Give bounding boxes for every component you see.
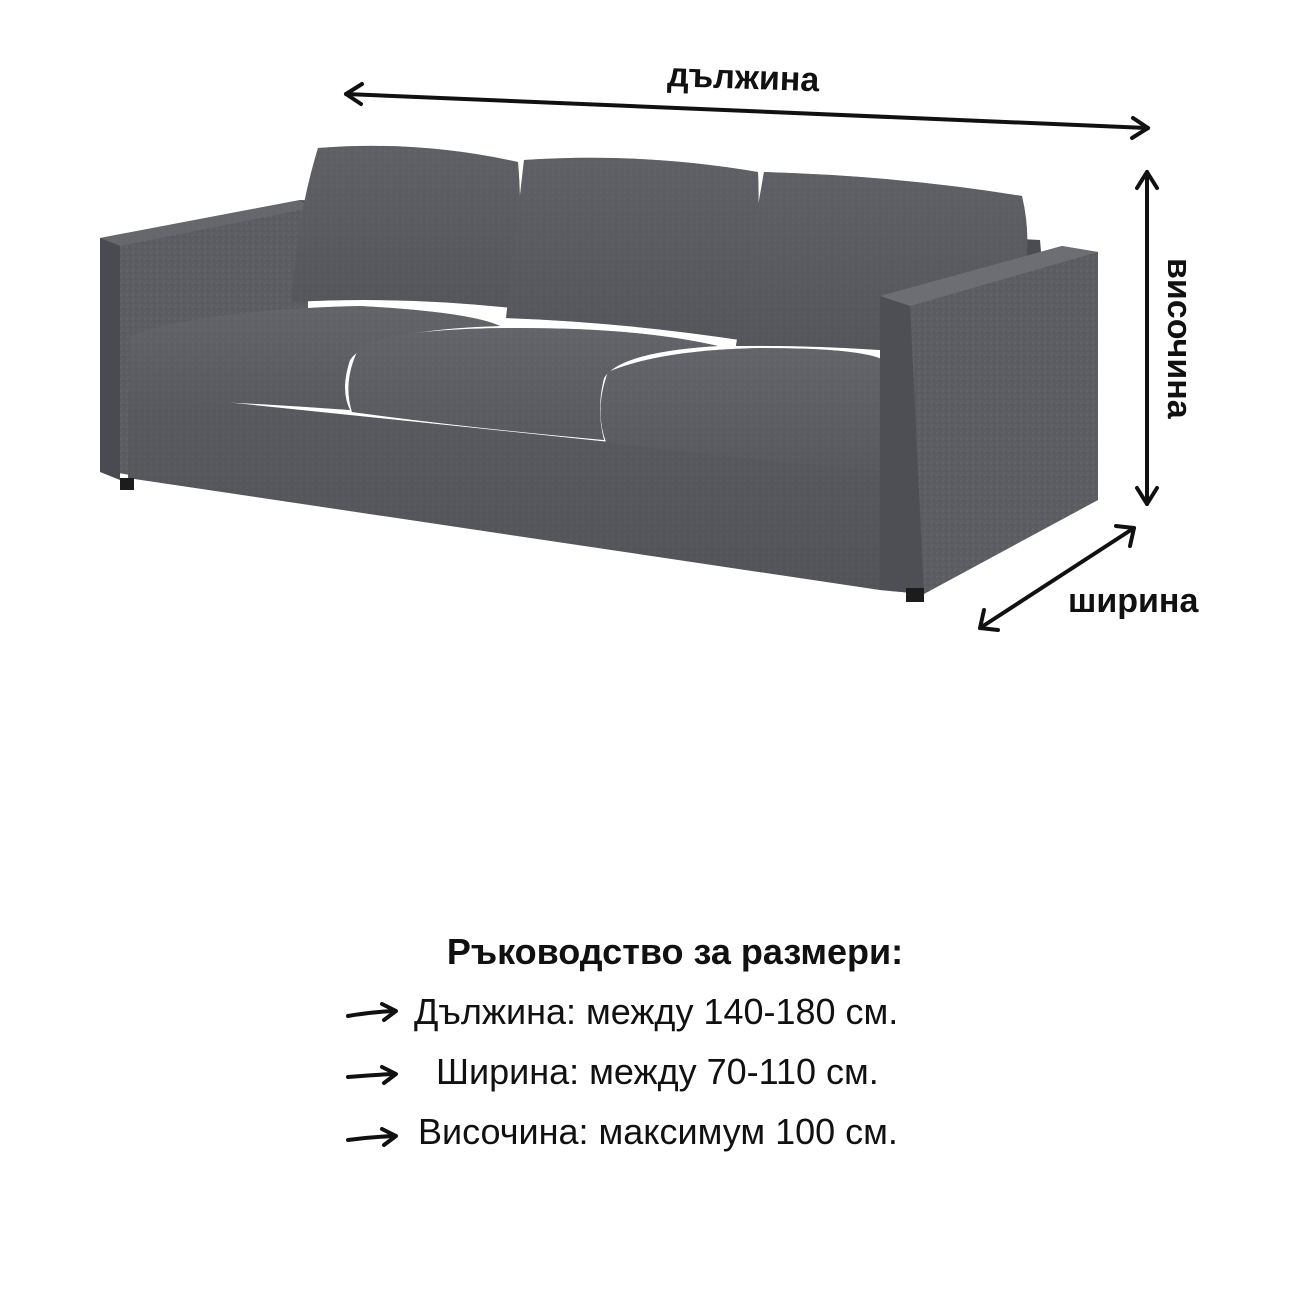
arrow-right-icon xyxy=(344,1126,402,1150)
size-guide-width: Ширина: между 70-110 см. xyxy=(436,1051,879,1092)
size-guide-title: Ръководство за размери: xyxy=(446,931,904,972)
size-guide-row xyxy=(0,1050,1300,1100)
length-label: дължина xyxy=(666,56,820,100)
width-label: ширина xyxy=(1068,582,1199,620)
right-armrest xyxy=(880,246,1098,594)
sofa-leg xyxy=(120,478,134,490)
back-cushion-left xyxy=(292,146,520,308)
size-guide-row xyxy=(0,1110,1300,1160)
height-arrow xyxy=(1137,172,1157,504)
sofa-leg xyxy=(906,588,924,602)
arrow-right-icon xyxy=(344,1064,402,1088)
size-guide-height: Височина: максимум 100 см. xyxy=(418,1111,898,1152)
back-cushion-middle xyxy=(506,158,759,340)
height-label: височина xyxy=(1160,258,1198,419)
arrow-right-icon xyxy=(344,1002,402,1026)
size-guide-length: Дължина: между 140-180 см. xyxy=(414,991,899,1032)
size-guide-row xyxy=(0,990,1300,1040)
